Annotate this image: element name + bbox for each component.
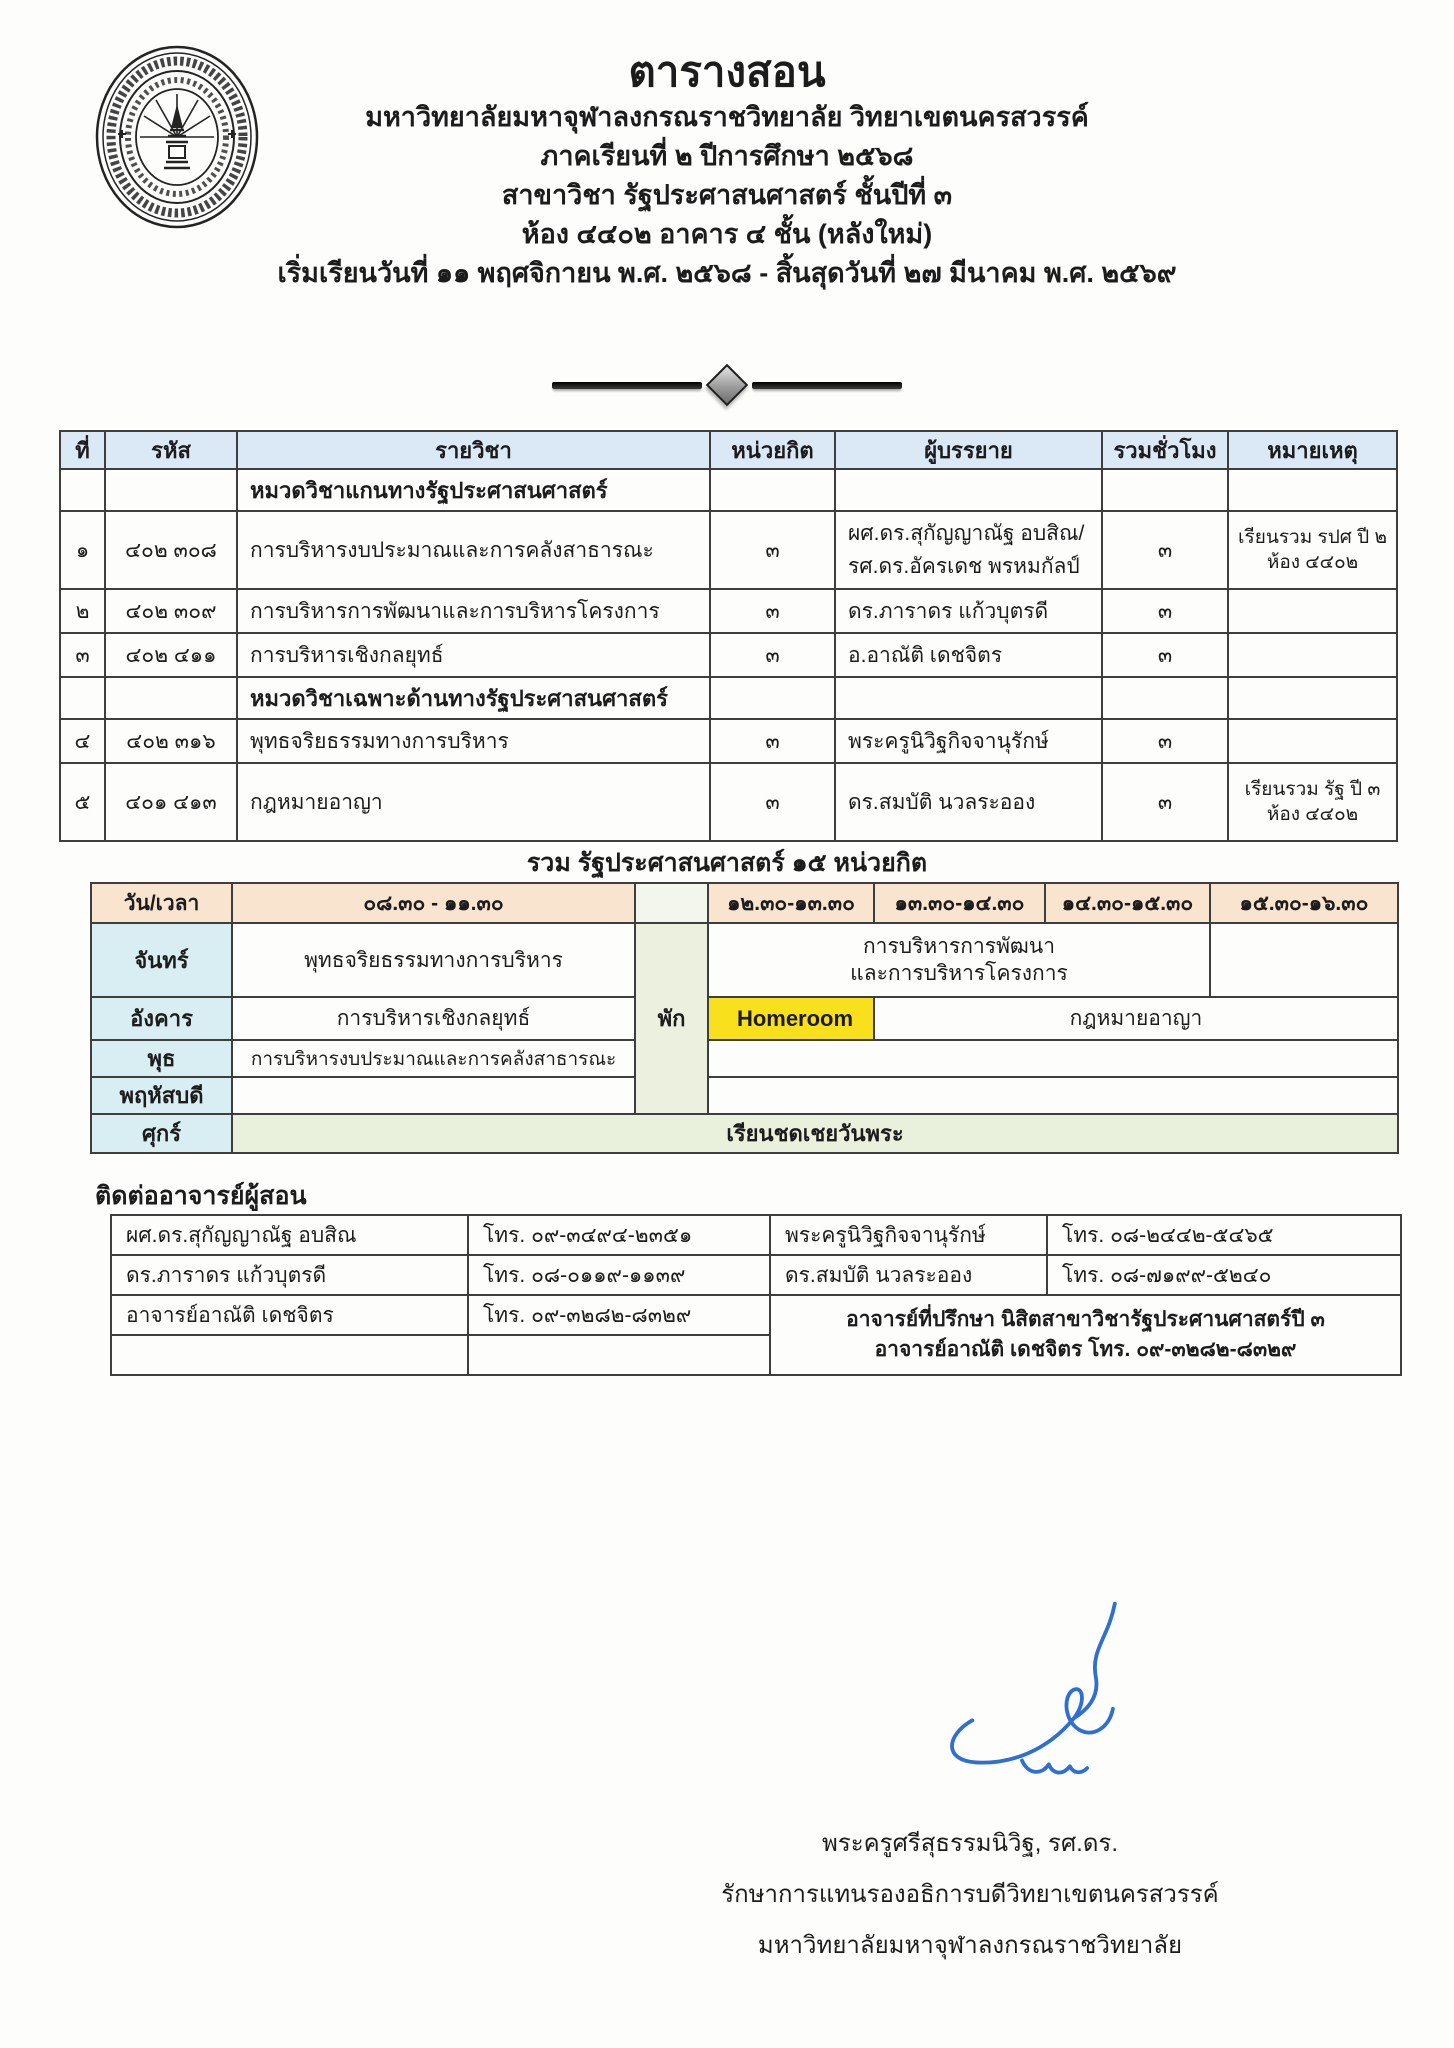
course-code: ๔๐๑ ๔๑๓	[105, 763, 237, 841]
contact-name	[111, 1335, 468, 1375]
course-lecturer: ดร.สมบัติ นวลระออง	[835, 763, 1102, 841]
course-no: ๒	[60, 589, 105, 633]
break-header-gap	[635, 883, 708, 923]
course-credits: ๓	[710, 511, 835, 589]
col-header-credits: หน่วยกิต	[710, 431, 835, 469]
section-row	[60, 677, 1397, 719]
signature-block	[600, 1596, 1340, 1971]
signer-organization: มหาวิทยาลัยมหาจุฬาลงกรณราชวิทยาลัย	[757, 1932, 1183, 1959]
contact-row	[111, 1295, 1401, 1335]
decorative-divider	[552, 370, 902, 400]
time-slot-3: ๑๔.๓๐-๑๕.๓๐	[1045, 883, 1210, 923]
course-lecturer: อ.อาณัติ เดชจิตร	[835, 633, 1102, 677]
contact-phone	[468, 1335, 770, 1375]
tuesday-afternoon-class: กฎหมายอาญา	[874, 997, 1398, 1040]
schedule-row-friday	[91, 1114, 1398, 1153]
table-row	[60, 633, 1397, 677]
divider-bar-right	[752, 382, 902, 389]
course-no: ๑	[60, 511, 105, 589]
contact-table	[110, 1214, 1402, 1376]
course-remark	[1228, 719, 1397, 763]
course-lecturer: พระครูนิวิฐกิจจานุรักษ์	[835, 719, 1102, 763]
course-credits: ๓	[710, 633, 835, 677]
course-remark: เรียนรวม รัฐ ปี ๓ ห้อง ๔๔๐๒	[1228, 763, 1397, 841]
monday-lastslot-empty	[1210, 923, 1398, 997]
course-no: ๓	[60, 633, 105, 677]
contact-phone: โทร. ๐๘-๗๑๙๙-๕๒๔๐	[1047, 1255, 1401, 1295]
document-header	[0, 46, 1454, 293]
course-remark	[1228, 589, 1397, 633]
col-header-hours: รวมชั่วโมง	[1102, 431, 1228, 469]
day-label: อังคาร	[91, 997, 232, 1040]
wednesday-morning-class: การบริหารงบประมาณและการคลังสาธารณะ	[232, 1040, 635, 1077]
schedule-header-row	[91, 883, 1398, 923]
contact-phone: โทร. ๐๙-๓๒๘๒-๘๓๒๙	[468, 1295, 770, 1335]
time-slot-1: ๑๒.๓๐-๑๓.๓๐	[708, 883, 874, 923]
course-credits: ๓	[710, 589, 835, 633]
course-code: ๔๐๒ ๓๐๙	[105, 589, 237, 633]
course-remark	[1228, 633, 1397, 677]
break-column: พัก	[635, 923, 708, 1114]
homeroom-cell: Homeroom	[708, 997, 874, 1040]
thursday-morning-empty	[232, 1077, 635, 1114]
col-header-subject: รายวิชา	[237, 431, 710, 469]
course-hours: ๓	[1102, 719, 1228, 763]
contact-name: อาจารย์อาณัติ เดชจิตร	[111, 1295, 468, 1335]
thursday-afternoon-empty	[708, 1077, 1398, 1114]
course-code: ๔๐๒ ๓๐๘	[105, 511, 237, 589]
course-lecturer: ผศ.ดร.สุกัญญาณัฐ อบสิณ/ รศ.ดร.อัครเดช พรหมกัลป์	[835, 511, 1102, 589]
course-subject: การบริหารงบประมาณและการคลังสาธารณะ	[237, 511, 710, 589]
table-row	[60, 719, 1397, 763]
course-no: ๕	[60, 763, 105, 841]
course-hours: ๓	[1102, 633, 1228, 677]
monday-morning-class: พุทธจริยธรรมทางการบริหาร	[232, 923, 635, 997]
day-label: พฤหัสบดี	[91, 1077, 232, 1114]
col-header-lecturer: ผู้บรรยาย	[835, 431, 1102, 469]
day-time-header: วัน/เวลา	[91, 883, 232, 923]
handwritten-signature	[930, 1596, 1160, 1816]
course-hours: ๓	[1102, 511, 1228, 589]
program-line: สาขาวิชา รัฐประศาสนศาสตร์ ชั้นปีที่ ๓	[501, 180, 953, 210]
course-hours: ๓	[1102, 763, 1228, 841]
page-title: ตารางสอน	[628, 48, 826, 95]
contact-phone: โทร. ๐๘-๐๑๑๙-๑๑๓๙	[468, 1255, 770, 1295]
advisor-note: อาจารย์ที่ปรึกษา นิสิตสาขาวิชารัฐประศานศาสตร์ปี ๓ อาจารย์อาณัติ เดชจิตร โทร. ๐๙-๓๒๘๒-๘๓๒๙	[770, 1295, 1401, 1375]
course-remark: เรียนรวม รปศ ปี ๒ ห้อง ๔๔๐๒	[1228, 511, 1397, 589]
dates-line: เริ่มเรียนวันที่ ๑๑ พฤศจิกายน พ.ศ. ๒๕๖๘ - สิ้นสุดวันที่ ๒๗ มีนาคม พ.ศ. ๒๕๖๙	[277, 258, 1177, 288]
contact-name: ผศ.ดร.สุกัญญาณัฐ อบสิณ	[111, 1215, 468, 1255]
table-row	[60, 763, 1397, 841]
monday-afternoon-class: การบริหารการพัฒนา และการบริหารโครงการ	[708, 923, 1210, 997]
course-credits: ๓	[710, 763, 835, 841]
university-name: มหาวิทยาลัยมหาจุฬาลงกรณราชวิทยาลัย วิทยาเขตนครสวรรค์	[365, 102, 1089, 132]
table-row	[60, 589, 1397, 633]
course-subject: การบริหารเชิงกลยุทธ์	[237, 633, 710, 677]
day-label: จันทร์	[91, 923, 232, 997]
weekly-schedule-table	[90, 882, 1399, 1154]
course-table-header-row	[60, 431, 1397, 469]
col-header-no: ที่	[60, 431, 105, 469]
schedule-row-tuesday	[91, 997, 1398, 1040]
section-title: หมวดวิชาแกนทางรัฐประศาสนศาสตร์	[237, 469, 710, 511]
section-row	[60, 469, 1397, 511]
contact-name: ดร.ภาราดร แก้วบุตรดี	[111, 1255, 468, 1295]
col-header-remark: หมายเหตุ	[1228, 431, 1397, 469]
total-credits-line: รวม รัฐประศาสนศาสตร์ ๑๕ หน่วยกิต	[526, 849, 928, 877]
table-row	[60, 511, 1397, 589]
day-label: ศุกร์	[91, 1114, 232, 1153]
signer-position: รักษาการแทนรองอธิการบดีวิทยาเขตนครสวรรค์	[721, 1881, 1219, 1908]
contact-name: ดร.สมบัติ นวลระออง	[770, 1255, 1047, 1295]
divider-bar-left	[552, 382, 702, 389]
contact-row	[111, 1255, 1401, 1295]
section-title: หมวดวิชาเฉพาะด้านทางรัฐประศาสนศาสตร์	[237, 677, 710, 719]
time-slot-morning: ๐๘.๓๐ - ๑๑.๓๐	[232, 883, 635, 923]
friday-allday-note: เรียนชดเชยวันพระ	[232, 1114, 1398, 1153]
course-code: ๔๐๒ ๔๑๑	[105, 633, 237, 677]
course-subject: พุทธจริยธรรมทางการบริหาร	[237, 719, 710, 763]
col-header-code: รหัส	[105, 431, 237, 469]
divider-diamond-icon	[706, 364, 748, 406]
course-no: ๔	[60, 719, 105, 763]
semester-line: ภาคเรียนที่ ๒ ปีการศึกษา ๒๕๖๘	[540, 141, 914, 171]
course-credits: ๓	[710, 719, 835, 763]
contact-name: พระครูนิวิฐกิจจานุรักษ์	[770, 1215, 1047, 1255]
course-subject: การบริหารการพัฒนาและการบริหารโครงการ	[237, 589, 710, 633]
schedule-row-wednesday	[91, 1040, 1398, 1077]
room-line: ห้อง ๔๔๐๒ อาคาร ๔ ชั้น (หลังใหม่)	[521, 219, 933, 249]
time-slot-2: ๑๓.๓๐-๑๔.๓๐	[874, 883, 1045, 923]
tuesday-morning-class: การบริหารเชิงกลยุทธ์	[232, 997, 635, 1040]
wednesday-afternoon-empty	[708, 1040, 1398, 1077]
contact-phone: โทร. ๐๙-๓๔๙๔-๒๓๕๑	[468, 1215, 770, 1255]
course-table	[59, 430, 1398, 842]
course-lecturer: ดร.ภาราดร แก้วบุตรดี	[835, 589, 1102, 633]
time-slot-4: ๑๕.๓๐-๑๖.๓๐	[1210, 883, 1398, 923]
day-label: พุธ	[91, 1040, 232, 1077]
course-subject: กฎหมายอาญา	[237, 763, 710, 841]
course-code: ๔๐๒ ๓๑๖	[105, 719, 237, 763]
contact-phone: โทร. ๐๘-๒๔๔๒-๕๔๖๕	[1047, 1215, 1401, 1255]
course-hours: ๓	[1102, 589, 1228, 633]
schedule-row-thursday	[91, 1077, 1398, 1114]
signer-name: พระครูศรีสุธรรมนิวิฐ, รศ.ดร.	[822, 1830, 1118, 1857]
contact-row	[111, 1215, 1401, 1255]
contact-heading: ติดต่ออาจารย์ผู้สอน	[95, 1182, 307, 1210]
schedule-row-monday	[91, 923, 1398, 997]
